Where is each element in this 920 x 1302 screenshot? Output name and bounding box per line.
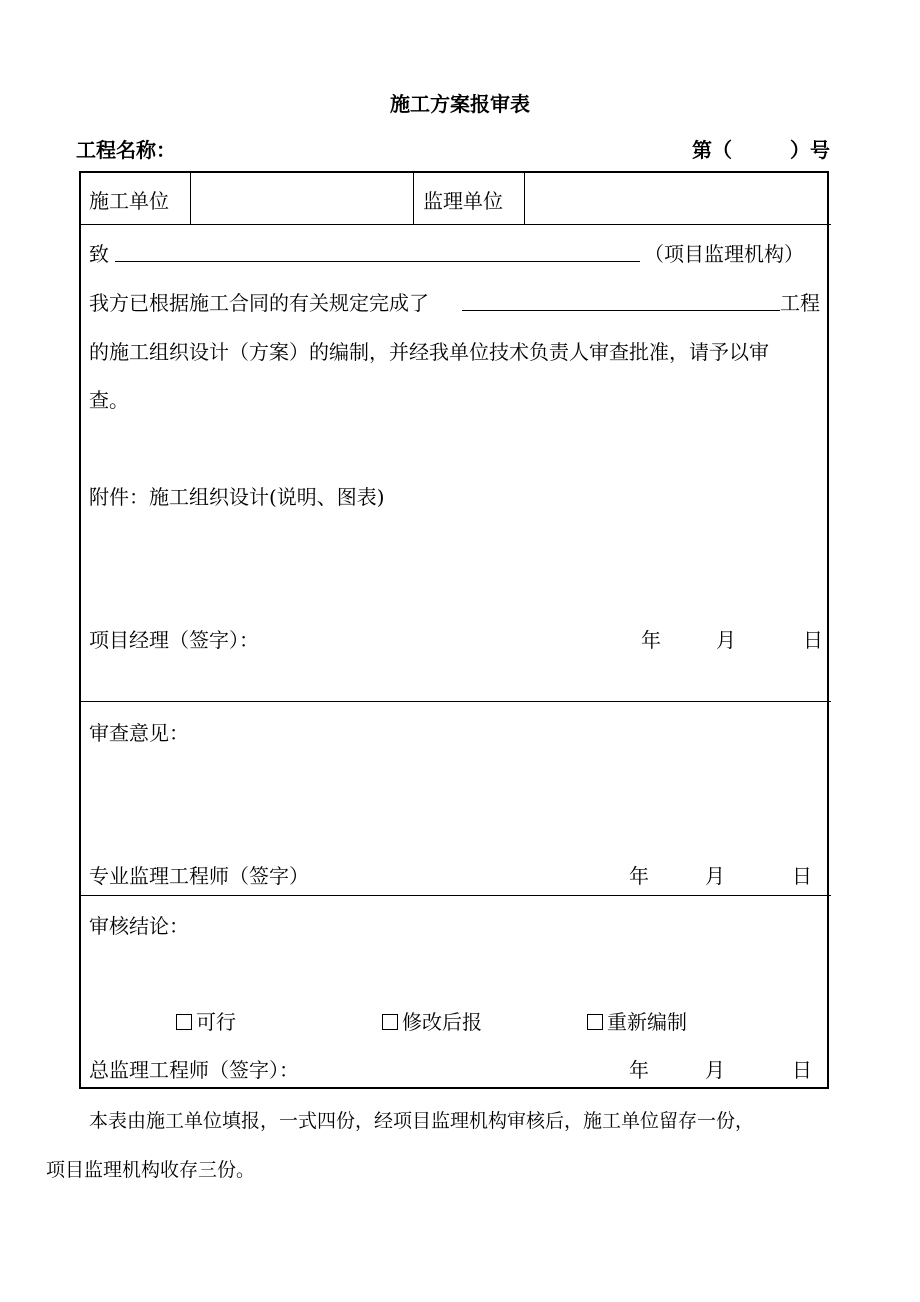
option-label: 修改后报 — [402, 1010, 482, 1034]
conclusion-label: 审核结论： — [89, 914, 189, 938]
row-divider — [79, 895, 831, 896]
option-label: 重新编制 — [607, 1010, 687, 1034]
footer-note-line1: 本表由施工单位填报，一式四份，经项目监理机构审核后，施工单位留存一份， — [89, 1110, 755, 1132]
body-line1-end: 工程 — [780, 291, 820, 315]
chief-signature-label: 总监理工程师（签字）： — [89, 1058, 299, 1082]
contractor-label: 施工单位 — [89, 189, 169, 213]
footer-note-line2: 项目监理机构收存三份。 — [46, 1159, 256, 1181]
checkbox-icon[interactable] — [382, 1014, 398, 1030]
contractor-field[interactable] — [200, 185, 405, 213]
date-month: 月 — [716, 628, 736, 652]
row-divider — [79, 224, 831, 225]
date-day: 日 — [792, 864, 812, 888]
body-line1-start: 我方已根据施工合同的有关规定完成了 — [89, 291, 429, 315]
form-number-suffix: ）号 — [790, 138, 830, 162]
date-year: 年 — [629, 864, 649, 888]
column-divider — [524, 171, 525, 225]
to-prefix: 致 — [89, 242, 109, 266]
column-divider — [190, 171, 191, 225]
project-blank[interactable] — [462, 310, 780, 311]
option-feasible[interactable] — [176, 1006, 236, 1035]
form-title: 施工方案报审表 — [390, 92, 530, 116]
form-number-prefix: 第（ — [692, 138, 732, 162]
supervisor-label: 监理单位 — [423, 189, 503, 213]
date-year: 年 — [641, 628, 661, 652]
review-label: 审查意见： — [89, 721, 189, 745]
date-day: 日 — [792, 1058, 812, 1082]
date-year: 年 — [629, 1058, 649, 1082]
to-suffix: （项目监理机构） — [644, 242, 804, 266]
supervisor-field[interactable] — [534, 185, 819, 213]
body-line2: 的施工组织设计（方案）的编制，并经我单位技术负责人审查批准，请予以审 — [89, 340, 769, 364]
supervision-org-blank[interactable] — [115, 261, 640, 262]
engineer-signature-label: 专业监理工程师（签字） — [89, 864, 309, 888]
option-recompile[interactable] — [587, 1006, 687, 1035]
row-divider — [79, 701, 831, 702]
checkbox-icon[interactable] — [587, 1014, 603, 1030]
date-month: 月 — [705, 1058, 725, 1082]
option-label: 可行 — [196, 1010, 236, 1034]
attachment-text: 附件：施工组织设计(说明、图表) — [89, 485, 385, 509]
date-day: 日 — [803, 628, 823, 652]
date-month: 月 — [705, 864, 725, 888]
checkbox-icon[interactable] — [176, 1014, 192, 1030]
column-divider — [413, 171, 414, 225]
option-revise-resubmit[interactable] — [382, 1006, 482, 1035]
project-name-label: 工程名称： — [76, 138, 176, 162]
body-line3: 查。 — [89, 388, 129, 412]
pm-signature-label: 项目经理（签字）： — [89, 628, 259, 652]
